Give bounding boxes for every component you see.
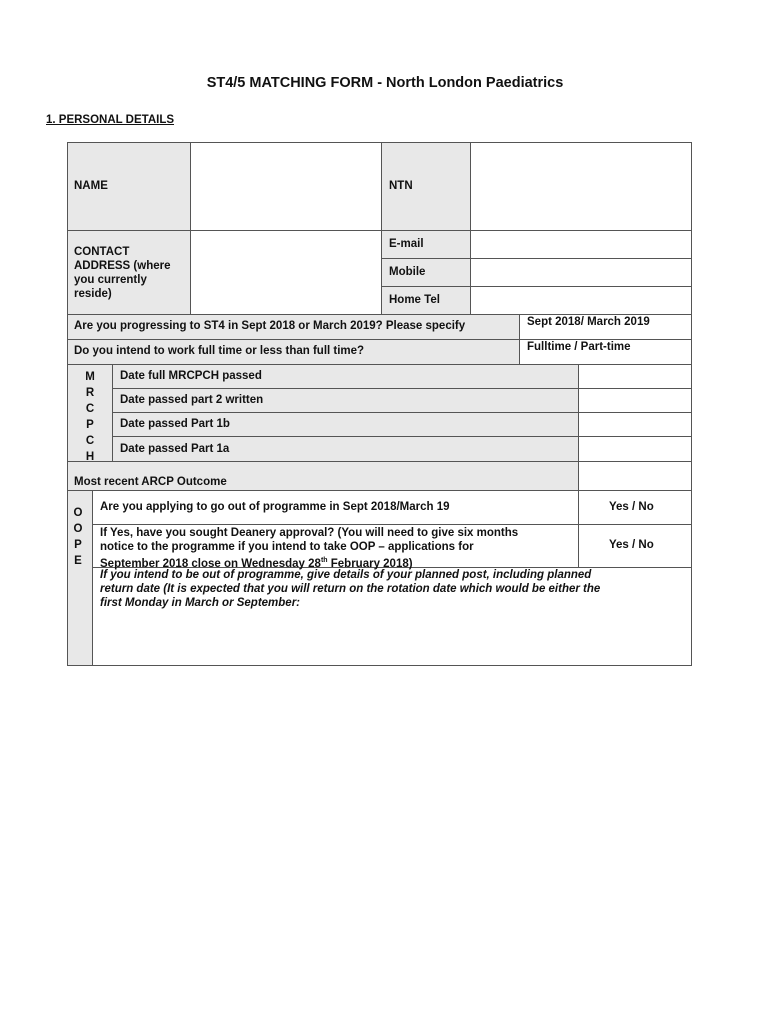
mobile-label: Mobile <box>389 266 426 278</box>
home-tel-label: Home Tel <box>389 294 440 306</box>
contact-address-input[interactable] <box>191 231 380 313</box>
contact-address-label: CONTACT ADDRESS (where you currently reside) <box>74 246 171 300</box>
email-input[interactable] <box>471 231 691 257</box>
part2-date-input[interactable] <box>579 389 691 411</box>
oope-question-1: Are you applying to go out of programme in Sept 2018/March 19 <box>100 501 450 513</box>
email-label: E-mail <box>389 238 424 250</box>
mrcpch-full-date-input[interactable] <box>579 365 691 387</box>
progress-answer[interactable]: Sept 2018/ March 2019 <box>527 316 650 328</box>
ntn-label: NTN <box>389 180 413 192</box>
oope-details-input[interactable] <box>93 612 691 665</box>
worktime-question: Do you intend to work full time or less than full time? <box>74 345 365 357</box>
name-input[interactable] <box>191 143 380 229</box>
oope-details-prompt: If you intend to be out of programme, give details of your planned post, including planned return date (It is expected that you will return on the rotation date which would be either the first Monday in March or September: <box>100 569 601 609</box>
oope-answer-2[interactable]: Yes / No <box>609 539 654 551</box>
mrcpch-row-part1a: Date passed Part 1a <box>120 443 230 455</box>
mrcpch-vertical-label: M R C P C H <box>85 371 95 463</box>
ntn-input[interactable] <box>471 143 691 229</box>
part1b-date-input[interactable] <box>579 413 691 435</box>
part1a-date-input[interactable] <box>579 437 691 460</box>
section-heading: 1. PERSONAL DETAILS <box>46 114 175 126</box>
oope-answer-1[interactable]: Yes / No <box>609 501 654 513</box>
arcp-label: Most recent ARCP Outcome <box>74 476 227 488</box>
progress-question: Are you progressing to ST4 in Sept 2018 or March 2019? Please specify <box>74 320 466 332</box>
oope-question-2: If Yes, have you sought Deanery approval? (You will need to give six months notice to the programme if you intend to take OOP – applications for September 2018 close on Wednesday 28th February 2018) <box>100 527 519 570</box>
mrcpch-row-full: Date full MRCPCH passed <box>120 370 262 382</box>
mrcpch-row-part1b: Date passed Part 1b <box>120 418 230 430</box>
worktime-answer[interactable]: Fulltime / Part-time <box>527 341 631 353</box>
arcp-outcome-input[interactable] <box>579 462 691 489</box>
mrcpch-row-part2: Date passed part 2 written <box>120 394 264 406</box>
home-tel-input[interactable] <box>471 287 691 313</box>
oope-vertical-label: O O P E <box>73 507 83 567</box>
name-label: NAME <box>74 180 108 192</box>
mobile-input[interactable] <box>471 259 691 285</box>
page-title: ST4/5 MATCHING FORM - North London Paediatrics <box>206 75 564 91</box>
